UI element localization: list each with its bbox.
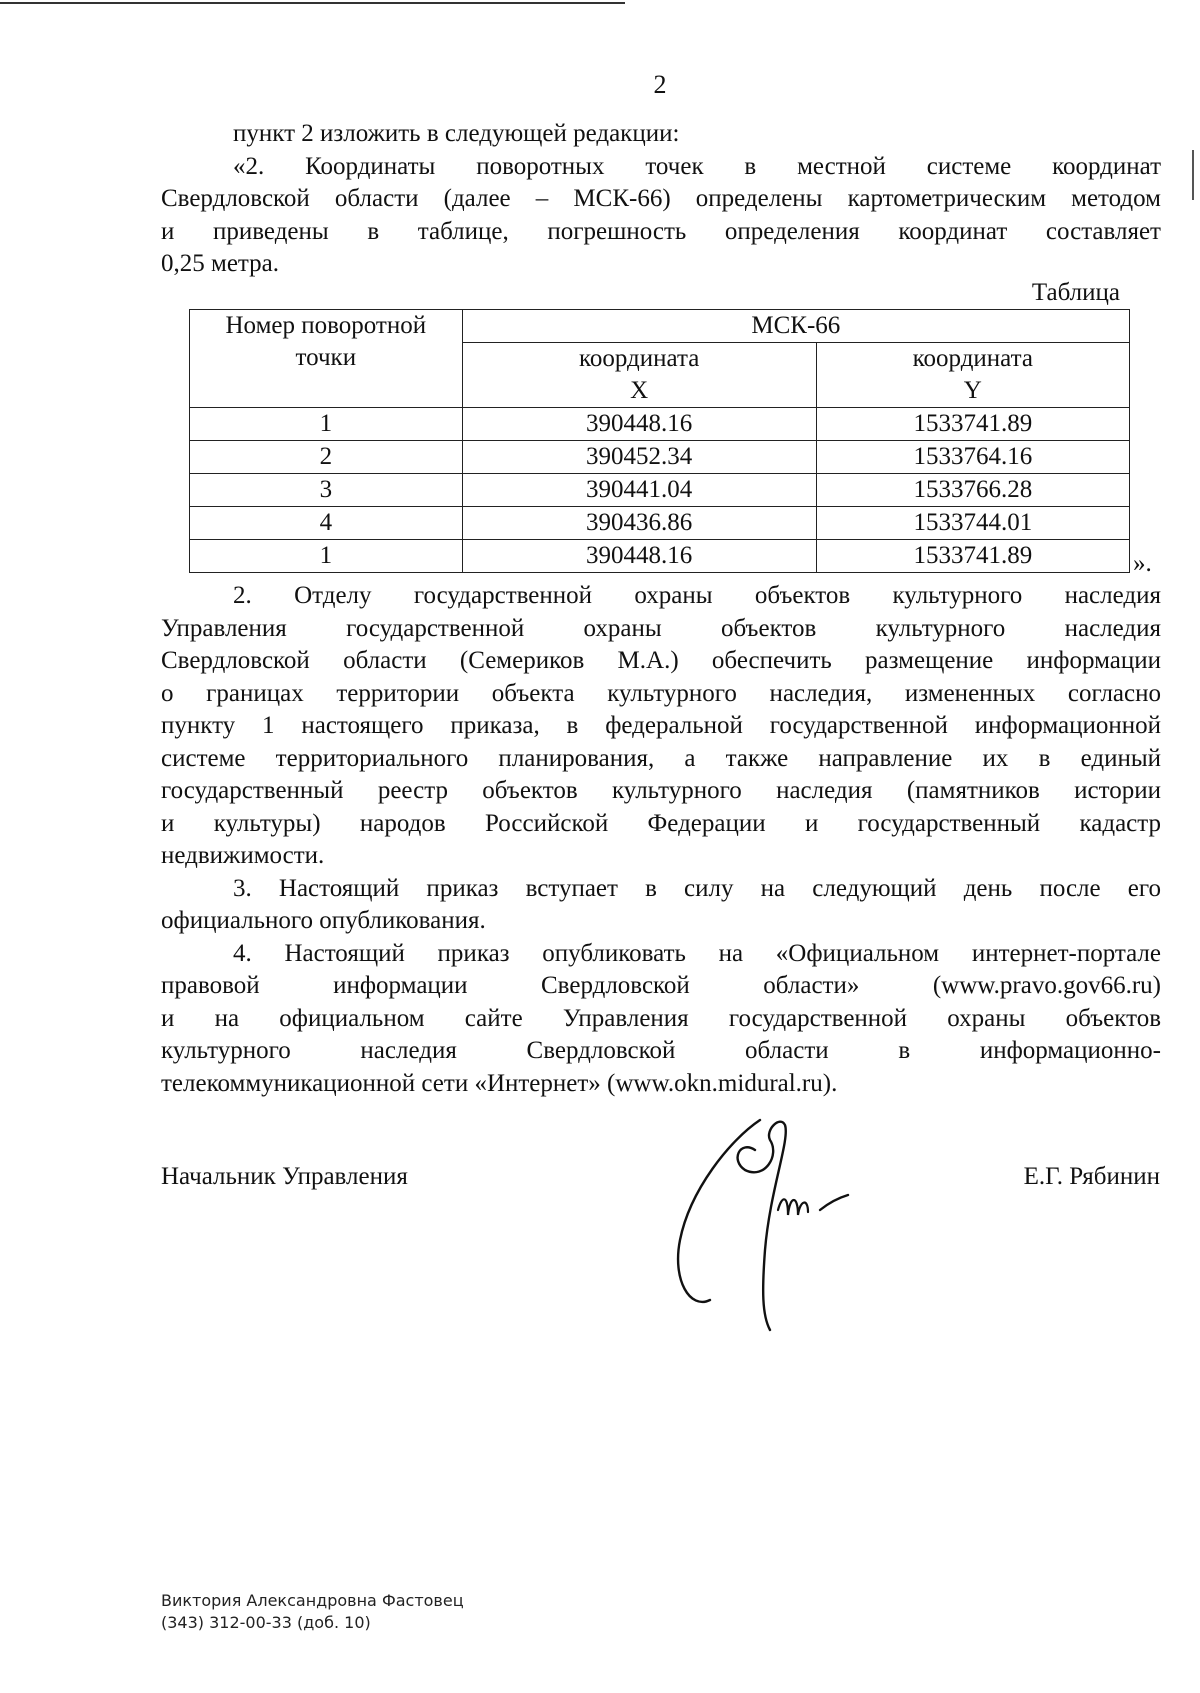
cell-point: 4: [190, 507, 463, 540]
header-point-number: [190, 310, 463, 408]
header-x-line2: X: [630, 377, 649, 404]
scan-edge-line: [0, 2, 625, 4]
cell-point: 2: [190, 441, 463, 474]
intro-line: 0,25 метра.: [161, 250, 279, 277]
intro-line: Свердловской области (далее – МСК-66) определены картометрическим методом: [161, 185, 1161, 212]
page-number: 2: [653, 70, 667, 99]
intro-line: «2. Координаты поворотных точек в местной системе координат: [233, 152, 1161, 180]
paragraph-line: Свердловской области (Семериков М.А.) обеспечить размещение информации: [161, 647, 1161, 674]
paragraph-2: [161, 580, 1161, 873]
table-row: [190, 408, 1130, 441]
cell-y: 1533741.89: [816, 540, 1129, 573]
paragraph-line: недвижимости.: [161, 842, 325, 869]
paragraph-line: официального опубликования.: [161, 907, 486, 934]
intro-line: и приведены в таблице, погрешность определения координат составляет: [161, 217, 1161, 245]
cell-x: 390436.86: [462, 507, 816, 540]
cell-y: 1533744.01: [816, 507, 1129, 540]
intro-line: пункт 2 изложить в следующей редакции:: [233, 120, 680, 147]
cell-x: 390452.34: [462, 441, 816, 474]
paragraph-line: телекоммуникационной сети «Интернет» (www.okn.midural.ru).: [161, 1069, 838, 1097]
paragraph-line: культурного наследия Свердловской области в информационно-: [161, 1037, 1161, 1064]
table-caption: Таблица: [1031, 279, 1120, 306]
paragraph-line: о границах территории объекта культурного наследия, измененных согласно: [161, 679, 1161, 707]
paragraph-4: [161, 938, 1161, 1101]
paragraph-line: правовой информации Свердловской области» (www.pravo.gov66.ru): [161, 972, 1161, 999]
cell-x: 390448.16: [462, 408, 816, 441]
scan-edge-mark: [1192, 150, 1194, 200]
paragraph-line: Управления государственной охраны объектов культурного наследия: [161, 614, 1161, 642]
main-paragraphs: [161, 580, 1161, 1100]
closing-quote: ».: [1133, 550, 1152, 577]
table-row: [190, 540, 1130, 573]
cell-point: 1: [190, 540, 463, 573]
paragraph-line: 3. Настоящий приказ вступает в силу на следующий день после его: [233, 874, 1161, 902]
table-row: [190, 507, 1130, 540]
paragraph-line: и на официальном сайте Управления государственной охраны объектов: [161, 1004, 1161, 1032]
signatory-name: Е.Г. Рябинин: [1023, 1163, 1160, 1190]
contact-phone: (343) 312-00-33 (доб. 10): [161, 1613, 371, 1632]
coordinates-table: [189, 309, 1130, 573]
cell-y: 1533741.89: [816, 408, 1129, 441]
signature-title: Начальник Управления: [161, 1163, 408, 1190]
paragraph-line: пункту 1 настоящего приказа, в федеральной государственной информационной: [161, 712, 1161, 739]
cell-y: 1533764.16: [816, 441, 1129, 474]
paragraph-line: системе территориального планирования, а также направление их в единый: [161, 744, 1161, 772]
header-x: [462, 343, 816, 408]
contact-name: Виктория Александровна Фастовец: [161, 1591, 464, 1610]
cell-x: 390448.16: [462, 540, 816, 573]
cell-point: 1: [190, 408, 463, 441]
header-y-line2: Y: [963, 377, 982, 404]
paragraph-line: государственный реестр объектов культурного наследия (памятников истории: [161, 777, 1161, 804]
paragraph-line: 4. Настоящий приказ опубликовать на «Официальном интернет-портале: [233, 939, 1161, 967]
table-row: [190, 474, 1130, 507]
paragraph-line: и культуры) народов Российской Федерации и государственный кадастр: [161, 809, 1161, 837]
footer-contact: [161, 1590, 464, 1634]
intro-block: [161, 118, 1161, 281]
table-row: [190, 441, 1130, 474]
header-y: [816, 343, 1129, 408]
cell-point: 3: [190, 474, 463, 507]
paragraph-3: [161, 873, 1161, 938]
header-system: МСК-66: [462, 310, 1129, 343]
handwritten-signature: [670, 1100, 910, 1360]
cell-y: 1533766.28: [816, 474, 1129, 507]
cell-x: 390441.04: [462, 474, 816, 507]
paragraph-line: 2. Отделу государственной охраны объектов культурного наследия: [233, 582, 1161, 609]
header-y-line1: координата: [912, 345, 1033, 372]
header-point-number-label: Номер поворотной точки: [225, 312, 427, 371]
header-x-line1: координата: [578, 345, 700, 372]
table-header-row: [190, 310, 1130, 343]
